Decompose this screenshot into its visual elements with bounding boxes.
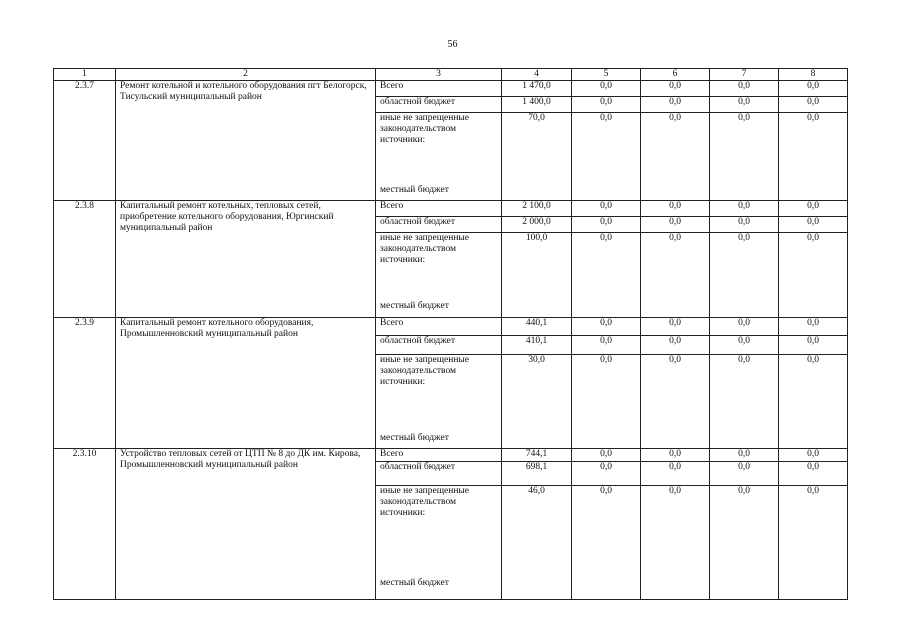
item-description: Ремонт котельной и котельного оборудования пгт Белогорск, Тисульский муниципальный район: [116, 81, 376, 201]
value-cell: 1 400,0: [502, 97, 572, 113]
item-number: 2.3.7: [54, 81, 116, 201]
value-cell: 0,0: [572, 81, 641, 97]
item-description: Устройство тепловых сетей от ЦТП № 8 до ДК им. Кирова, Промышленновский муниципальный район: [116, 449, 376, 600]
source-label-other: иные не запрещенные законодательством источники:: [376, 113, 502, 186]
value-cell: 70,0: [502, 113, 572, 201]
value-cell: 0,0: [710, 462, 779, 486]
source-label-regional: областной бюджет: [376, 97, 502, 113]
value-cell: 0,0: [641, 217, 710, 233]
table-row: [54, 201, 848, 217]
value-cell: 100,0: [502, 233, 572, 318]
value-cell: 0,0: [779, 355, 848, 449]
header-cell: 2: [116, 69, 376, 81]
value-cell: 0,0: [641, 113, 710, 201]
value-cell: 0,0: [572, 233, 641, 318]
value-cell: 0,0: [710, 318, 779, 336]
value-cell: 0,0: [572, 449, 641, 462]
value-cell: 0,0: [572, 113, 641, 201]
source-label-total: Всего: [376, 318, 502, 336]
value-cell: 410,1: [502, 336, 572, 355]
source-label-local: местный бюджет: [376, 433, 502, 449]
source-label-other: иные не запрещенные законодательством источники:: [376, 233, 502, 302]
value-cell: 0,0: [572, 486, 641, 600]
source-label-total: Всего: [376, 81, 502, 97]
value-cell: 0,0: [641, 233, 710, 318]
value-cell: 0,0: [572, 462, 641, 486]
value-cell: 0,0: [641, 336, 710, 355]
value-cell: 0,0: [641, 97, 710, 113]
value-cell: 440,1: [502, 318, 572, 336]
item-number: 2.3.10: [54, 449, 116, 600]
value-cell: 46,0: [502, 486, 572, 600]
page-number: 56: [447, 39, 458, 50]
value-cell: 0,0: [710, 81, 779, 97]
header-cell: 1: [54, 69, 116, 81]
source-label-local: местный бюджет: [376, 185, 502, 201]
value-cell: 0,0: [572, 97, 641, 113]
table-row: [54, 81, 848, 97]
value-cell: 0,0: [572, 318, 641, 336]
source-label-other: иные не запрещенные законодательством источники:: [376, 355, 502, 434]
value-cell: 0,0: [779, 486, 848, 600]
value-cell: 0,0: [710, 486, 779, 600]
source-label-total: Всего: [376, 449, 502, 462]
value-cell: 698,1: [502, 462, 572, 486]
source-label-regional: областной бюджет: [376, 217, 502, 233]
item-description: Капитальный ремонт котельных, тепловых сетей, приобретение котельного оборудования, Юргинский муниципальный район: [116, 201, 376, 318]
source-label-local: местный бюджет: [376, 578, 502, 600]
value-cell: 0,0: [710, 336, 779, 355]
value-cell: 0,0: [572, 336, 641, 355]
value-cell: 0,0: [710, 97, 779, 113]
source-label-regional: областной бюджет: [376, 462, 502, 486]
source-label-other: иные не запрещенные законодательством источники:: [376, 486, 502, 579]
item-number: 2.3.9: [54, 318, 116, 449]
value-cell: 0,0: [641, 201, 710, 217]
table-row: [54, 449, 848, 462]
value-cell: 0,0: [641, 462, 710, 486]
value-cell: 2 000,0: [502, 217, 572, 233]
header-cell: 6: [641, 69, 710, 81]
value-cell: 0,0: [641, 81, 710, 97]
header-cell: 8: [779, 69, 848, 81]
value-cell: 0,0: [779, 217, 848, 233]
value-cell: 0,0: [779, 81, 848, 97]
value-cell: 0,0: [641, 486, 710, 600]
source-label-total: Всего: [376, 201, 502, 217]
value-cell: 0,0: [710, 449, 779, 462]
value-cell: 0,0: [572, 217, 641, 233]
value-cell: 2 100,0: [502, 201, 572, 217]
value-cell: 0,0: [779, 233, 848, 318]
value-cell: 0,0: [641, 449, 710, 462]
table-row: [54, 318, 848, 336]
value-cell: 1 470,0: [502, 81, 572, 97]
value-cell: 0,0: [710, 355, 779, 449]
value-cell: 0,0: [572, 201, 641, 217]
header-cell: 4: [502, 69, 572, 81]
value-cell: 0,0: [779, 201, 848, 217]
value-cell: 744,1: [502, 449, 572, 462]
value-cell: 0,0: [779, 449, 848, 462]
item-number: 2.3.8: [54, 201, 116, 318]
source-label-regional: областной бюджет: [376, 336, 502, 355]
value-cell: 0,0: [710, 201, 779, 217]
value-cell: 0,0: [779, 336, 848, 355]
item-description: Капитальный ремонт котельного оборудования, Промышленновский муниципальный район: [116, 318, 376, 449]
value-cell: 0,0: [710, 217, 779, 233]
header-cell: 3: [376, 69, 502, 81]
header-row: [54, 69, 848, 81]
header-cell: 7: [710, 69, 779, 81]
value-cell: 0,0: [641, 355, 710, 449]
value-cell: 30,0: [502, 355, 572, 449]
value-cell: 0,0: [641, 318, 710, 336]
header-cell: 5: [572, 69, 641, 81]
value-cell: 0,0: [779, 113, 848, 201]
source-label-local: местный бюджет: [376, 301, 502, 318]
value-cell: 0,0: [779, 97, 848, 113]
value-cell: 0,0: [710, 233, 779, 318]
value-cell: 0,0: [572, 355, 641, 449]
budget-table: [53, 68, 848, 600]
value-cell: 0,0: [779, 318, 848, 336]
value-cell: 0,0: [710, 113, 779, 201]
value-cell: 0,0: [779, 462, 848, 486]
